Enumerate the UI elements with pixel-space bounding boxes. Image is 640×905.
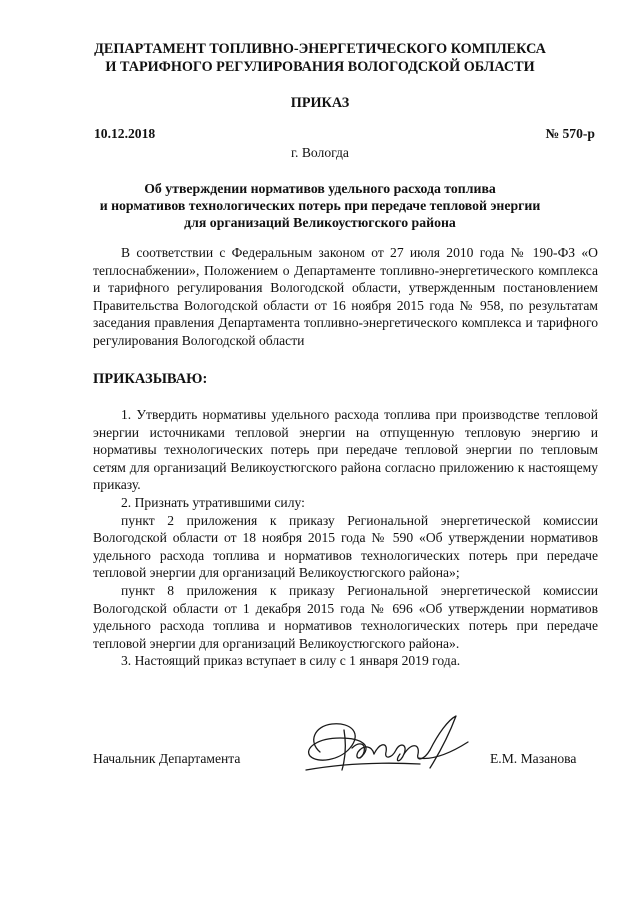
subject-line-3: для организаций Великоустюгского района [184,215,456,230]
item-2-paragraph: 2. Признать утратившими силу: [121,494,305,510]
subject-line-1: Об утверждении нормативов удельного расхода топлива [144,181,496,196]
item-2a-paragraph: пункт 2 приложения к приказу Региональной энергетической комиссии Вологодской области от 18 ноября 2015 года № 590 «Об утверждении нормативов удельного расхода топлива и нормативов технологических потерь при передаче тепловой энергии для организаций Великоустюгского района»; [93,512,598,581]
signatory-name: Е.М. Мазанова [490,751,577,766]
preamble-block [93,244,598,350]
document-type: ПРИКАЗ [290,95,350,111]
department-header-line-1: ДЕПАРТАМЕНТ ТОПЛИВНО-ЭНЕРГЕТИЧЕСКОГО КОМПЛЕКСА [94,41,546,57]
document-city: г. Вологда [291,145,349,160]
item-2b-paragraph: пункт 8 приложения к приказу Региональной энергетической комиссии Вологодской области от 1 декабря 2015 года № 696 «Об утверждении нормативов удельного расхода топлива и нормативов технологических потерь при передаче тепловой энергии для организаций Великоустюгского района». [93,582,598,651]
handwritten-signature [300,712,475,782]
preamble-paragraph: В соответствии с Федеральным законом от 27 июля 2010 года № 190-ФЗ «О теплоснабжении», Положением о Департаменте топливно-энергетического комплекса и тарифного регулирования Вологодской области, утвержденным постановлением Правительства Вологодской области от 16 ноября 2015 года № 958, по результатам заседания правления Департамента топливно-энергетического комплекса и тарифного регулирования Вологодской области [93,245,598,348]
signatory-title: Начальник Департамента [93,751,241,766]
subject-line-2: и нормативов технологических потерь при передаче тепловой энергии [99,198,541,213]
document-number: № 570-р [545,126,595,141]
order-word: ПРИКАЗЫВАЮ: [93,371,208,387]
department-header-line-2: И ТАРИФНОГО РЕГУЛИРОВАНИЯ ВОЛОГОДСКОЙ ОБЛАСТИ [105,59,535,75]
item-1-paragraph: 1. Утвердить нормативы удельного расхода топлива при производстве тепловой энергии источниками тепловой энергии на отпущенную тепловую энергию и нормативы технологических потерь при передаче тепловой энергии по тепловым сетям для организаций Великоустюгского района согласно приложению к настоящему приказу. [93,407,598,493]
document-date: 10.12.2018 [94,126,156,141]
order-items-block [93,406,598,670]
item-3-paragraph: 3. Настоящий приказ вступает в силу с 1 января 2019 года. [121,653,461,669]
